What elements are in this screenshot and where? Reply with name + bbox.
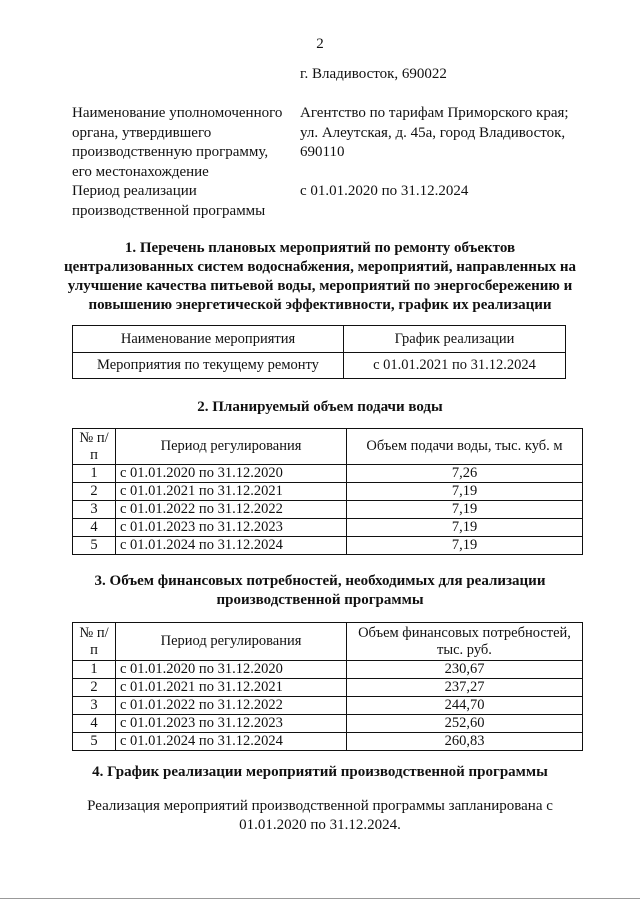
page-number: 2 bbox=[316, 36, 324, 52]
section3-title: 3. Объем финансовых потребностей, необходимых для реализации производственной программы bbox=[94, 573, 546, 608]
table-header-row bbox=[73, 429, 583, 465]
table-header: Период регулирования bbox=[116, 623, 347, 661]
table-row bbox=[73, 483, 583, 501]
table-header: Объем финансовых потребностей, тыс. руб. bbox=[347, 623, 583, 661]
section1-title: 1. Перечень плановых мероприятий по ремонту объектов централизованных систем водоснабжения, мероприятий, направленных на улучшение качества питьевой воды, мероприятий по энергосбережению и повышению энергетической эффективности, график их реализации bbox=[63, 240, 577, 313]
info-label-authority: Наименование уполномоченного органа, утвердившего производственную программу, его местонахождение bbox=[72, 105, 283, 180]
row-volume: 7,19 bbox=[347, 483, 583, 501]
table-row bbox=[73, 679, 583, 697]
row-volume: 7,26 bbox=[347, 465, 583, 483]
row-period: с 01.01.2022 по 31.12.2022 bbox=[116, 697, 347, 715]
table-header: Период регулирования bbox=[116, 429, 347, 465]
water-volume-table bbox=[72, 428, 583, 555]
table-row bbox=[73, 537, 583, 555]
info-value-authority: Агентство по тарифам Приморского края; ул. Алеутская, д. 45а, город Владивосток, 690110 bbox=[300, 105, 569, 160]
event-schedule: с 01.01.2021 по 31.12.2024 bbox=[344, 353, 566, 379]
table-header-row bbox=[73, 326, 566, 353]
section4-title: 4. График реализации мероприятий производственной программы bbox=[92, 764, 548, 780]
table-row bbox=[73, 715, 583, 733]
row-period: с 01.01.2023 по 31.12.2023 bbox=[116, 715, 347, 733]
financial-needs-table bbox=[72, 622, 583, 751]
row-amount: 244,70 bbox=[347, 697, 583, 715]
info-label-period: Период реализации производственной программы bbox=[72, 183, 266, 219]
events-table bbox=[72, 325, 566, 379]
section4-text: Реализация мероприятий производственной программы запланирована с 01.01.2020 по 31.12.2024. bbox=[87, 798, 553, 833]
table-header: График реализации bbox=[344, 326, 566, 353]
row-period: с 01.01.2022 по 31.12.2022 bbox=[116, 501, 347, 519]
table-row bbox=[73, 353, 566, 379]
page-edge-line bbox=[0, 898, 640, 899]
table-header: № п/п bbox=[73, 623, 116, 661]
row-period: с 01.01.2023 по 31.12.2023 bbox=[116, 519, 347, 537]
row-number: 5 bbox=[73, 733, 116, 751]
row-period: с 01.01.2020 по 31.12.2020 bbox=[116, 661, 347, 679]
city-address: г. Владивосток, 690022 bbox=[300, 66, 447, 82]
row-period: с 01.01.2024 по 31.12.2024 bbox=[116, 537, 347, 555]
row-volume: 7,19 bbox=[347, 519, 583, 537]
row-amount: 230,67 bbox=[347, 661, 583, 679]
row-number: 3 bbox=[73, 697, 116, 715]
row-amount: 252,60 bbox=[347, 715, 583, 733]
table-row bbox=[73, 501, 583, 519]
table-row bbox=[73, 733, 583, 751]
table-row bbox=[73, 519, 583, 537]
row-period: с 01.01.2020 по 31.12.2020 bbox=[116, 465, 347, 483]
row-volume: 7,19 bbox=[347, 501, 583, 519]
table-row bbox=[73, 465, 583, 483]
row-amount: 237,27 bbox=[347, 679, 583, 697]
info-value-period: с 01.01.2020 по 31.12.2024 bbox=[300, 183, 469, 199]
row-period: с 01.01.2024 по 31.12.2024 bbox=[116, 733, 347, 751]
row-amount: 260,83 bbox=[347, 733, 583, 751]
event-name: Мероприятия по текущему ремонту bbox=[73, 353, 344, 379]
row-period: с 01.01.2021 по 31.12.2021 bbox=[116, 679, 347, 697]
row-volume: 7,19 bbox=[347, 537, 583, 555]
table-header: Объем подачи воды, тыс. куб. м bbox=[347, 429, 583, 465]
row-number: 4 bbox=[73, 519, 116, 537]
table-header: № п/п bbox=[73, 429, 116, 465]
table-header-row bbox=[73, 623, 583, 661]
row-period: с 01.01.2021 по 31.12.2021 bbox=[116, 483, 347, 501]
row-number: 2 bbox=[73, 679, 116, 697]
table-header: Наименование мероприятия bbox=[73, 326, 344, 353]
row-number: 1 bbox=[73, 465, 116, 483]
row-number: 4 bbox=[73, 715, 116, 733]
row-number: 2 bbox=[73, 483, 116, 501]
row-number: 5 bbox=[73, 537, 116, 555]
row-number: 3 bbox=[73, 501, 116, 519]
table-row bbox=[73, 697, 583, 715]
table-row bbox=[73, 661, 583, 679]
section2-title: 2. Планируемый объем подачи воды bbox=[197, 399, 443, 415]
row-number: 1 bbox=[73, 661, 116, 679]
